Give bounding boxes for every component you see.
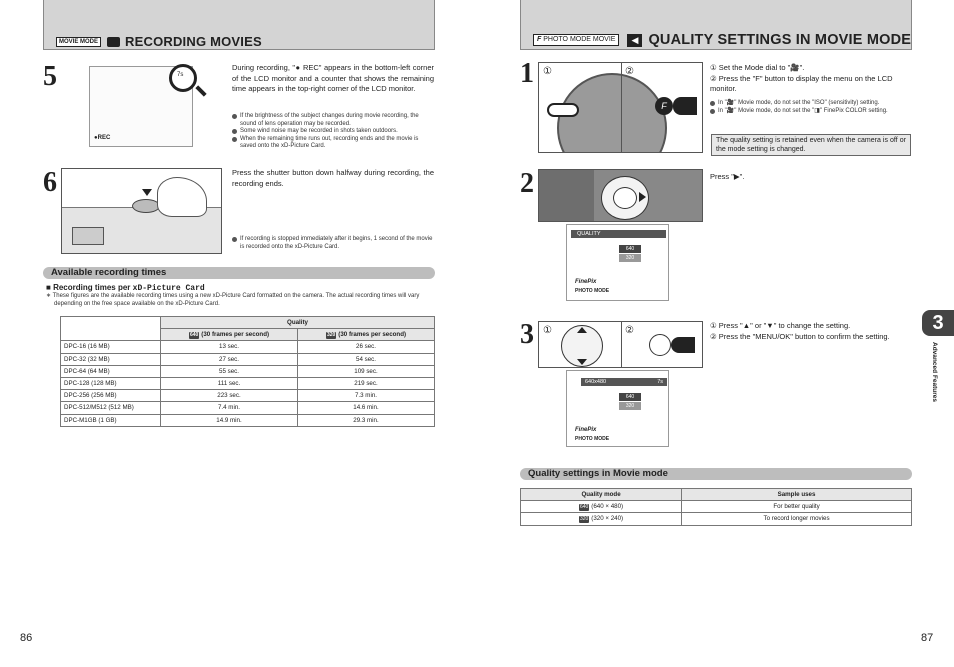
photo-mode-badge: F PHOTO MODE MOVIE — [533, 34, 619, 46]
right-header-band — [520, 0, 912, 50]
step5-notes — [232, 113, 434, 151]
right-header-row — [533, 32, 911, 48]
menu-option-selected: 640 — [619, 245, 641, 253]
rec-indicator: ●REC — [94, 135, 111, 141]
quality-menu-title: QUALITY — [571, 230, 666, 238]
circled-1: ① — [543, 66, 552, 77]
menu-ok-button-drawing — [613, 187, 637, 209]
step1-number: 1 — [520, 58, 534, 89]
right-page-number: 87 — [921, 632, 934, 644]
movie-camera-icon — [107, 37, 120, 47]
col-640-header: 640 (30 frames per second) — [161, 329, 298, 341]
table-row: 640 (640 × 480) For better quality — [521, 501, 912, 513]
menu-option: 320 — [619, 254, 641, 262]
table-row: DPC-256 (256 MB) 223 sec. 7.3 min. — [61, 390, 435, 402]
step3-lcd-menu — [566, 370, 669, 447]
left-header-row — [56, 34, 262, 49]
menu-option-selected: 640 — [619, 393, 641, 401]
left-header-band — [43, 0, 435, 50]
circled-1: ① — [543, 325, 552, 336]
note-icon — [232, 129, 237, 134]
right-page-title: QUALITY SETTINGS IN MOVIE MODE — [648, 32, 912, 48]
step5-number: 5 — [43, 61, 57, 92]
quality-settings-heading: Quality settings in Movie mode — [520, 468, 912, 480]
recording-times-table — [60, 316, 435, 427]
right-arrow-highlight — [639, 192, 646, 202]
photo-mode-label: PHOTO MODE — [575, 436, 610, 442]
note-icon — [232, 237, 237, 242]
down-arrow-highlight — [577, 359, 587, 365]
shutter-button-drawing — [132, 199, 160, 213]
step3-number: 3 — [520, 319, 534, 350]
table-row: 320 (320 × 240) To record longer movies — [521, 513, 912, 525]
table-row: DPC-M1GB (1 GB) 14.9 min. 29.3 min. — [61, 414, 435, 426]
table-row: DPC-16 (16 MB) 13 sec. 26 sec. — [61, 341, 435, 353]
remaining-time-counter: 7s — [177, 72, 184, 78]
note-item: If the brightness of the subject changes during movie recording, the sound of lens operation may be recorded. — [232, 113, 434, 128]
step6-note: If recording is stopped immediately after it begins, 1 second of the movie is recorded onto the xD-Picture Card. — [232, 236, 434, 251]
chapter-tab: 3 — [922, 310, 954, 336]
step3-instructions: ① Press "▲" or "▼" to change the setting. ② Press the "MENU/OK" button to confirm the setting. — [710, 321, 890, 341]
table-row: DPC-32 (32 MB) 27 sec. 54 sec. — [61, 353, 435, 365]
up-arrow-highlight — [577, 327, 587, 333]
f-icon: F — [537, 36, 544, 43]
magnifier-icon — [169, 64, 197, 92]
step3-illustration — [538, 321, 703, 368]
available-recording-times-heading: Available recording times — [43, 267, 435, 279]
step2-lcd-menu — [566, 224, 669, 301]
asterisk-icon: ∗ — [46, 293, 53, 299]
left-page-number: 86 — [20, 632, 33, 644]
menu-ok-button-drawing — [649, 334, 671, 356]
recording-times-footnote: ∗ These figures are the available recording times using a new xD-Picture Card formatted on the camera. The actual recording times will vary depending on the free space available on the xD-Picture Card. — [46, 293, 420, 307]
note-icon — [232, 137, 237, 142]
col-320-header: 320 (30 frames per second) — [298, 329, 435, 341]
step5-text: During recording, "● REC" appears in the bottom-left corner of the LCD monitor and a counter that shows the remaining time appears in the top-right corner of the LCD monitor. — [232, 63, 434, 93]
note-item: Some wind noise may be recorded in shots taken outdoors. — [232, 128, 434, 136]
step6-text: Press the shutter button down halfway during recording, the recording ends. — [232, 168, 434, 188]
chapter-label: Advanced Features — [931, 342, 938, 402]
left-page-title: RECORDING MOVIES — [125, 34, 262, 49]
press-arrow-icon — [142, 189, 152, 196]
circled-2: ② — [625, 66, 634, 77]
quality-settings-table — [520, 488, 912, 526]
movie-size-bar: 640x480 7s — [581, 378, 667, 386]
square-bullet-icon: ■ — [46, 283, 54, 292]
pad-divider — [621, 322, 622, 368]
magnifier-handle — [195, 85, 206, 96]
back-arrow-icon: ◀ — [627, 34, 642, 47]
sample-uses-header: Sample uses — [682, 489, 912, 501]
finger-pointer-icon — [671, 337, 695, 353]
step1-illustration — [538, 62, 703, 153]
quality-header: Quality — [161, 317, 435, 329]
recording-times-subheading: ■ Recording times per xD-Picture Card — [46, 283, 205, 293]
note-item: In "🎥" Movie mode, do not set the "◨" FinePix COLOR setting. — [710, 108, 912, 116]
table-row: DPC-512/M512 (512 MB) 7.4 min. 14.6 min. — [61, 402, 435, 414]
step2-instruction: Press "▶". — [710, 172, 745, 181]
lens-drawing — [72, 227, 104, 245]
note-icon — [710, 101, 715, 106]
step5-illustration — [61, 61, 222, 152]
movie-mode-pointer — [547, 103, 579, 117]
finepix-logo: FinePix — [575, 427, 597, 433]
finepix-logo: FinePix — [575, 279, 597, 285]
dial-divider — [621, 63, 622, 153]
table-row: DPC-128 (128 MB) 111 sec. 219 sec. — [61, 377, 435, 389]
finger-pointer-icon — [673, 97, 697, 115]
circled-2: ② — [625, 325, 634, 336]
table-row: DPC-64 (64 MB) 55 sec. 109 sec. — [61, 365, 435, 377]
note-icon — [710, 109, 715, 114]
menu-option: 320 — [619, 402, 641, 410]
movie-mode-badge: MOVIE MODE — [56, 37, 101, 47]
table-corner — [61, 317, 161, 341]
step1-instructions: ① Set the Mode dial to "🎥". ② Press the "F" button to display the menu on the LCD monitor. — [710, 63, 893, 93]
lcd-dark-area — [539, 170, 594, 222]
quality-mode-header: Quality mode — [521, 489, 682, 501]
step6-illustration — [61, 168, 222, 254]
note-icon — [232, 114, 237, 119]
photo-mode-label: PHOTO MODE — [575, 288, 610, 294]
step1-notes — [710, 100, 912, 115]
step2-illustration — [538, 169, 703, 222]
note-item: When the remaining time runs out, recording ends and the movie is saved onto the xD-Picture Card. — [232, 136, 434, 151]
step2-number: 2 — [520, 168, 534, 199]
f-button-drawing: F — [655, 97, 673, 115]
finger-drawing — [157, 177, 207, 217]
note-item: In "🎥" Movie mode, do not set the "ISO" (sensitivity) setting. — [710, 100, 912, 108]
step6-number: 6 — [43, 167, 57, 198]
retain-setting-box: The quality setting is retained even when the camera is off or the mode setting is changed. — [711, 134, 911, 156]
